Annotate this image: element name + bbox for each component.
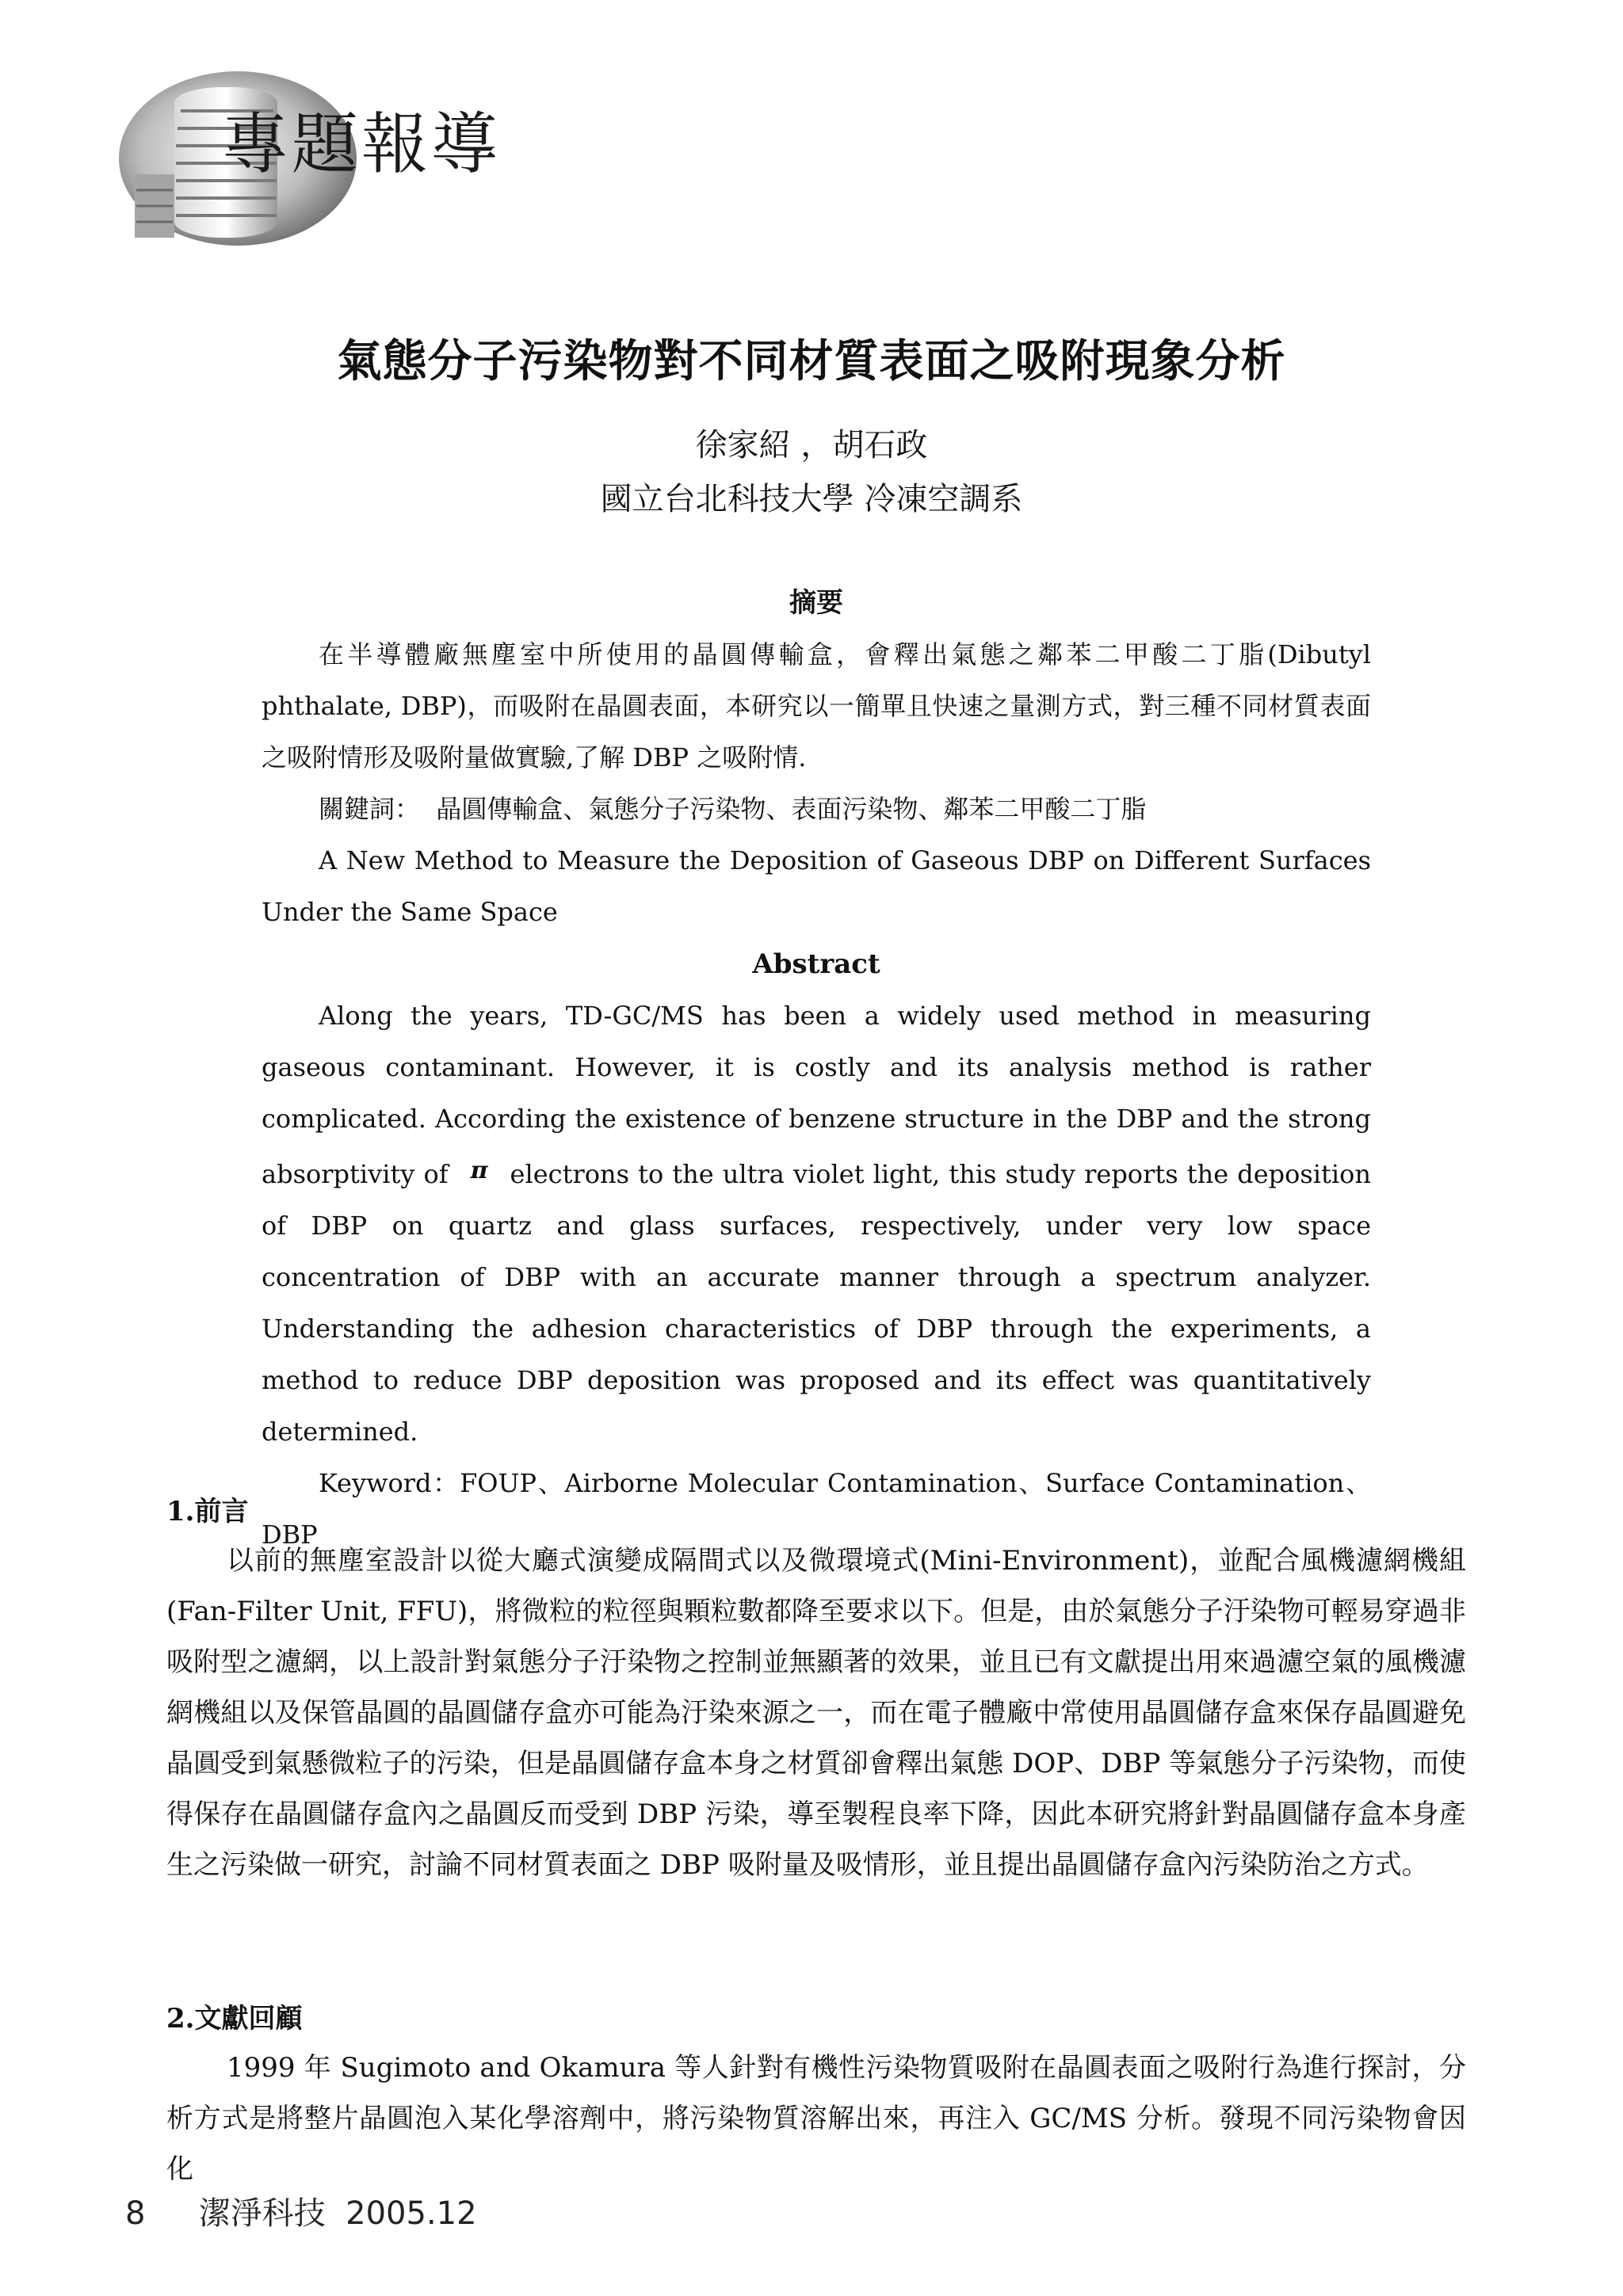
header-banner (119, 55, 531, 246)
paper-authors: 徐家紹 ，胡石政 (695, 427, 928, 463)
abstract-block (262, 577, 1371, 1561)
keywords-zh (262, 784, 1371, 835)
keywords-en-label: Keyword： (319, 1468, 460, 1498)
section-introduction (166, 1488, 1466, 1890)
keywords-zh-label: 關鍵詞： (319, 794, 421, 824)
abstract-zh-body: 在半導體廠無塵室中所使用的晶圓傳輸盒，會釋出氣態之鄰苯二甲酸二丁脂(Dibutyl phthalate, DBP)，而吸附在晶圓表面，本研究以一簡單且快速之量測方式，對三種不同材質表面之吸附情形及吸附量做實驗,了解 DBP 之吸附情. (262, 639, 1371, 772)
journal-name: 潔淨科技 (198, 2195, 326, 2232)
section-label: 專題報導 (222, 105, 502, 183)
section-body: 1999 年 Sugimoto and Okamura 等人針對有機性污染物質吸附在晶圓表面之吸附行為進行探討，分析方式是將整片晶圓泡入某化學溶劑中，將污染物質溶解出來，再注入 GC/MS 分析。發現不同污染物會因化 (166, 2052, 1466, 2185)
paper-title: 氣態分子污染物對不同材質表面之吸附現象分析 (337, 335, 1286, 387)
section-body: 以前的無塵室設計以從大廳式演變成隔間式以及微環境式(Mini-Environment)，並配合風機濾網機組(Fan-Filter Unit, FFU)，將微粒的粒徑與顆粒數都降至要求以下。但是，由於氣態分子汙染物可輕易穿過非吸附型之濾網，以上設計對氣態分子汙染物之控制並無顯著的效果，並且已有文獻提出用來過濾空氣的風機濾網機組以及保管晶圓的晶圓儲存盒亦可能為汙染來源之一，而在電子體廠中常使用晶圓儲存盒來保存晶圓避免晶圓受到氣懸微粒子的污染，但是晶圓儲存盒本身之材質卻會釋出氣態 DOP、DBP 等氣態分子污染物，而使得保存在晶圓儲存盒內之晶圓反而受到 DBP 污染，導至製程良率下降，因此本研究將針對晶圓儲存盒本身產生之污染做一研究，討論不同材質表面之 DBP 吸附量及吸情形，並且提出晶圓儲存盒內污染防治之方式。 (166, 1545, 1466, 1881)
section-literature-review (166, 1995, 1466, 2195)
section-heading: 1.前言 (166, 1496, 249, 1527)
keywords-en-list: FOUP、Airborne Molecular Contamination、Surface Contamination、DBP (262, 1468, 1371, 1550)
page-footer (125, 2188, 477, 2233)
section-heading: 2.文獻回顧 (166, 2003, 303, 2035)
abstract-en-body (262, 990, 1371, 1458)
journal-issue: 2005.12 (346, 2195, 477, 2232)
abstract-en-title: A New Method to Measure the Deposition of Gaseous DBP on Different Surfaces Under the Same Space (262, 845, 1371, 927)
paper-affiliation: 國立台北科技大學 冷凍空調系 (600, 481, 1023, 517)
abstract-en-heading: Abstract (752, 948, 880, 980)
keywords-zh-list: 晶圓傳輸盒、氣態分子污染物、表面污染物、鄰苯二甲酸二丁脂 (436, 794, 1147, 824)
abstract-zh-heading: 摘要 (789, 587, 843, 619)
abstract-en-body-part1: Along the years, TD-GC/MS has been a widely used method in measuring gaseous contaminant. However, it is costly and its analysis method is rather complicated. According the existence of benzene structure in the DBP and the strong absorptivity of (262, 1001, 1371, 1189)
pi-symbol: π (470, 1157, 488, 1184)
abstract-en-body-part2: electrons to the ultra violet light, this study reports the deposition of DBP on quartz and glass surfaces, respectively, under very low space concentration of DBP with an accurate manner through a spectrum analyzer. Understanding the adhesion characteristics of DBP through the experiments, a method to reduce DBP deposition was proposed and its effect was quantitatively determined. (262, 1159, 1372, 1447)
page-number: 8 (125, 2195, 146, 2232)
